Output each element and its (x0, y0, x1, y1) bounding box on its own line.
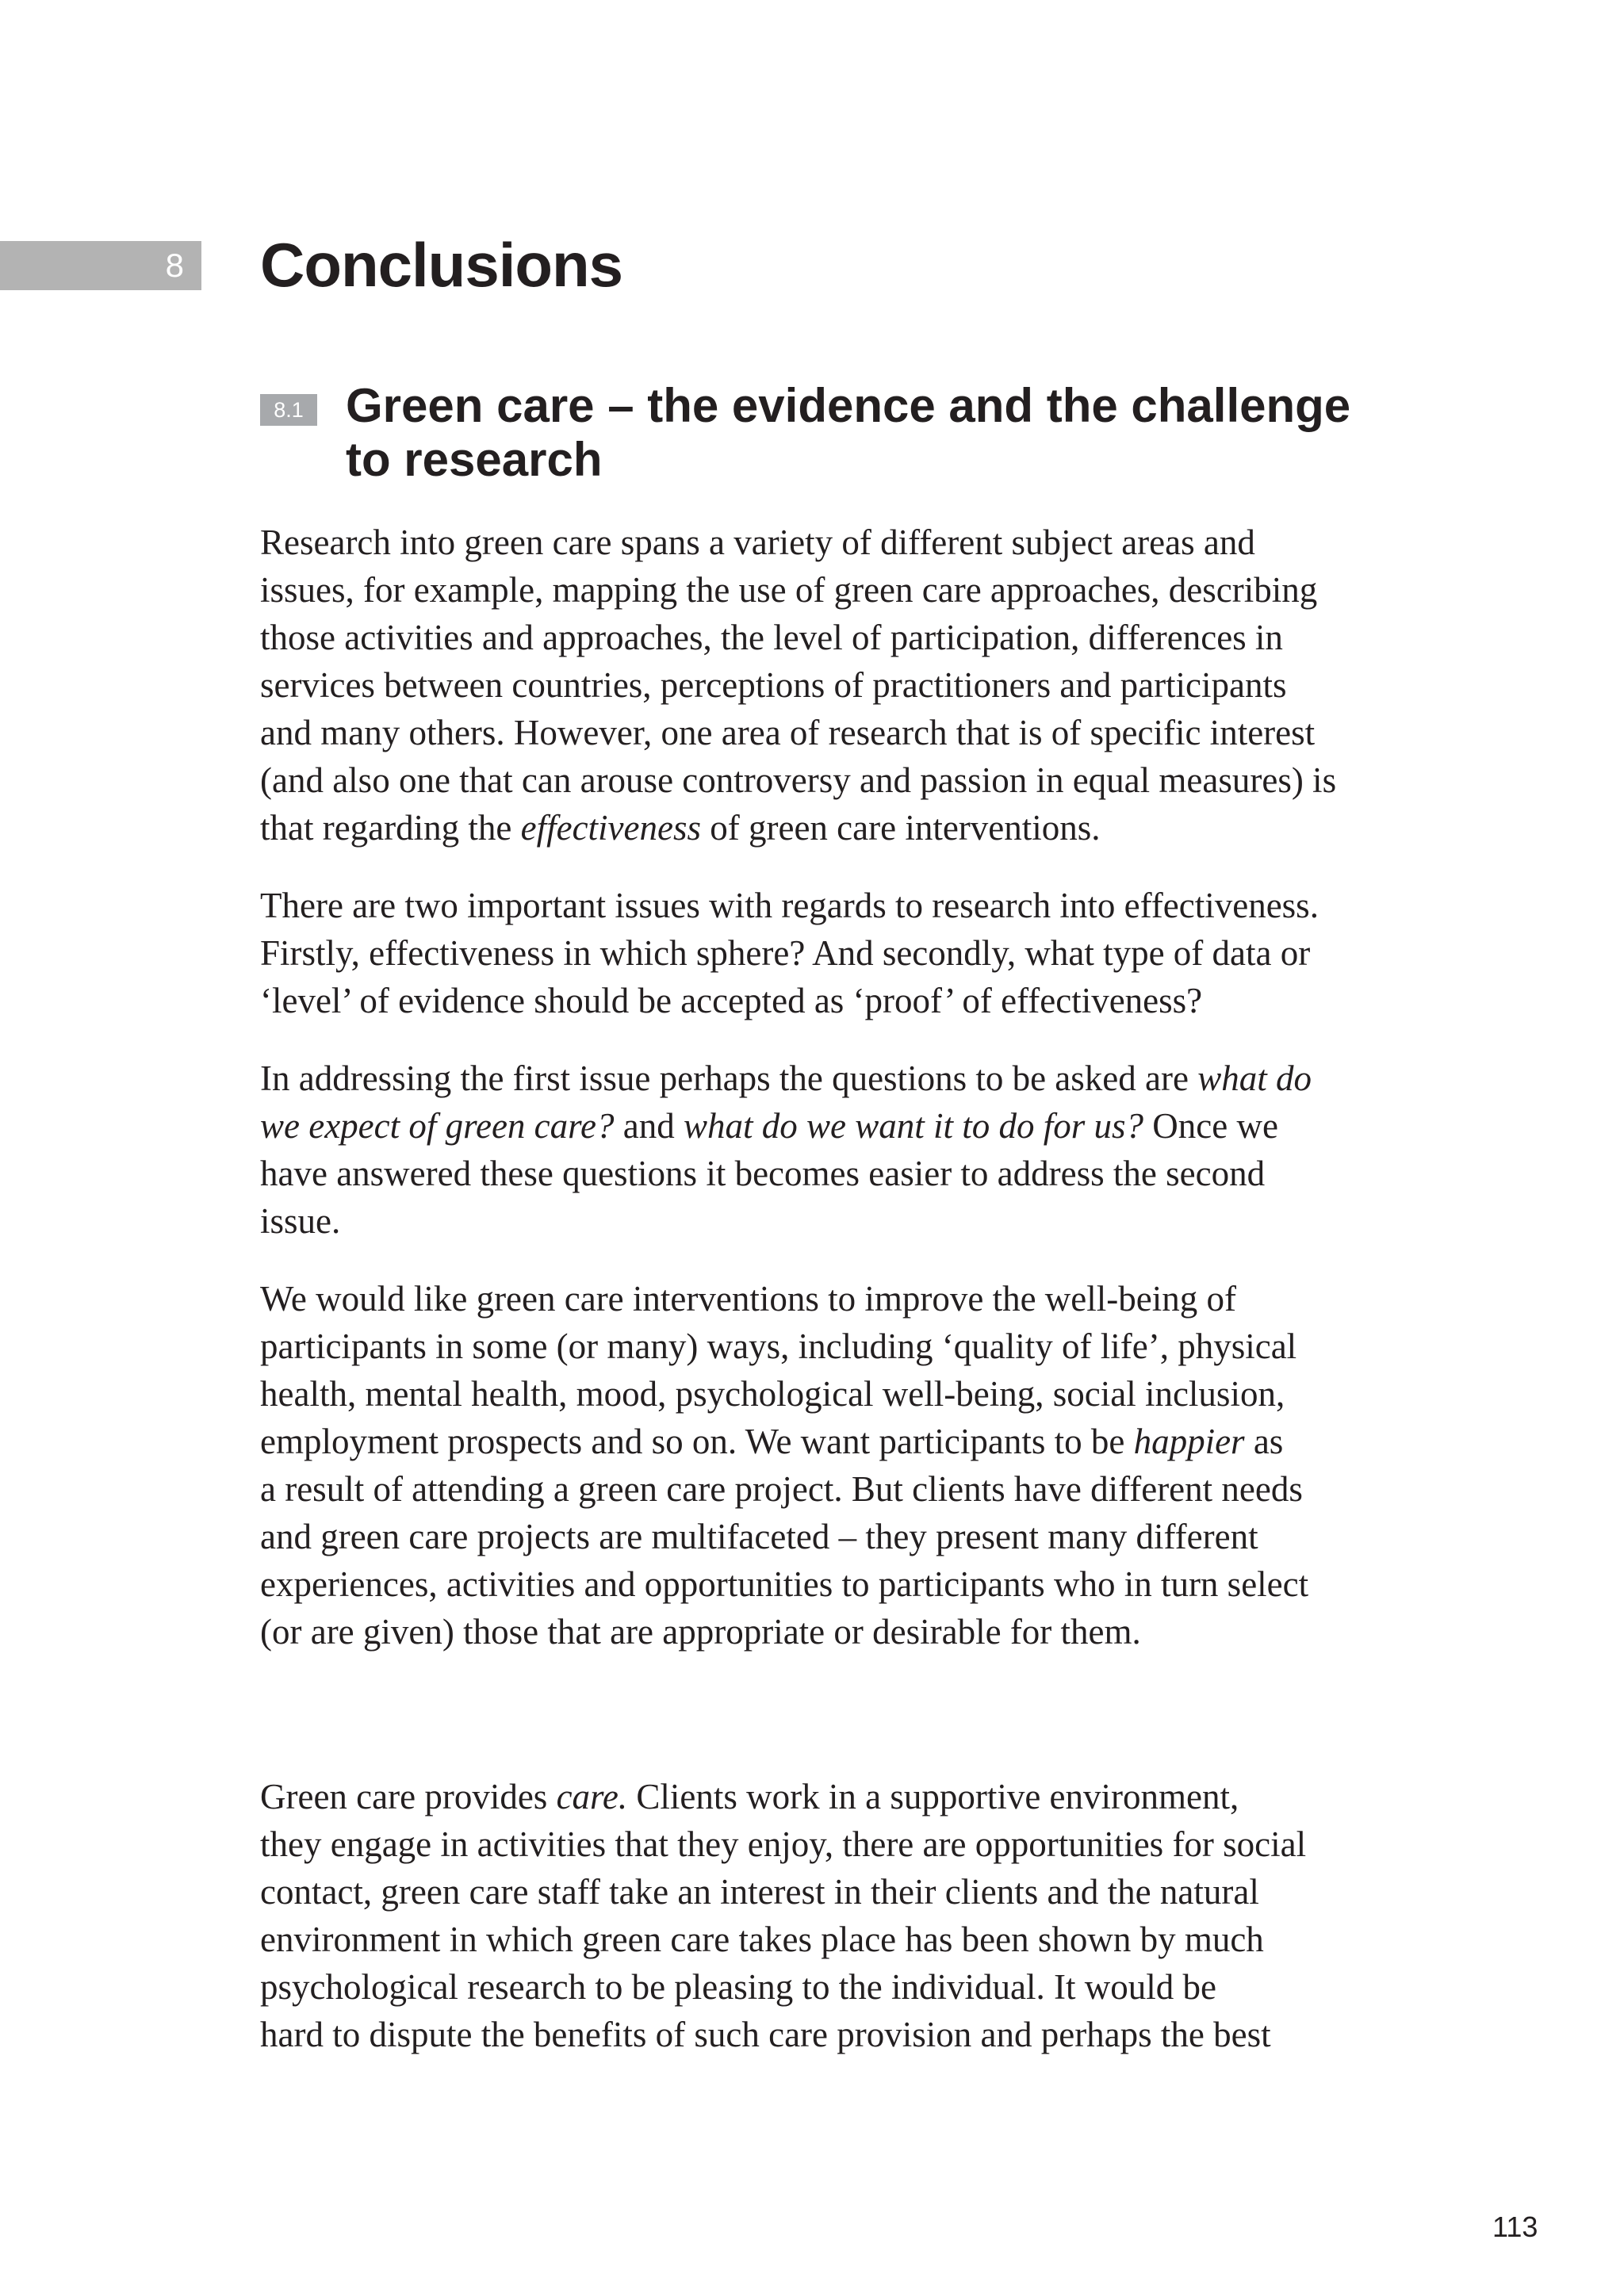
section-title-line: to research (346, 433, 603, 486)
text-run: of green care interventions. (701, 808, 1101, 848)
emphasis-text: happier (1133, 1422, 1245, 1461)
paragraph-first-issue (260, 1055, 1402, 1245)
text-line (260, 1773, 1402, 1820)
text-line: contact, green care staff take an interest in their clients and the natural (260, 1872, 1259, 1912)
text-line: There are two important issues with regards to research into effectiveness. (260, 886, 1319, 925)
section-number-badge: 8.1 (260, 394, 317, 426)
text-line: participants in some (or many) ways, including ‘quality of life’, physical (260, 1326, 1297, 1366)
text-line: psychological research to be pleasing to the individual. It would be (260, 1967, 1216, 2007)
text-run: employment prospects and so on. We want participants to be (260, 1422, 1134, 1461)
text-line: have answered these questions it becomes easier to address the second (260, 1154, 1266, 1193)
text-line: those activities and approaches, the level of participation, differences in (260, 618, 1283, 657)
emphasis-text: what do (1197, 1058, 1312, 1098)
text-line: ‘level’ of evidence should be accepted as ‘proof’ of effectiveness? (260, 981, 1203, 1020)
text-line: and green care projects are multifaceted – they present many different (260, 1517, 1258, 1556)
body-text-upper (260, 519, 1402, 1686)
text-run: that regarding the (260, 808, 521, 848)
text-line (260, 1418, 1402, 1465)
paragraph-research-scope (260, 519, 1402, 852)
text-run: In addressing the first issue perhaps the questions to be asked are (260, 1058, 1198, 1098)
chapter-number: 8 (165, 247, 184, 284)
text-line: health, mental health, mood, psychological well-being, social inclusion, (260, 1374, 1285, 1414)
emphasis-text: care. (556, 1777, 628, 1816)
chapter-title: Conclusions (260, 230, 623, 300)
text-line: (or are given) those that are appropriate or desirable for them. (260, 1612, 1141, 1652)
page-number: 113 (1492, 2211, 1538, 2243)
text-line: issue. (260, 1201, 341, 1241)
text-line: We would like green care interventions to improve the well-being of (260, 1279, 1236, 1319)
body-text-lower (260, 1773, 1402, 2088)
text-run: Once we (1143, 1106, 1278, 1146)
chapter-number-tab (0, 241, 201, 290)
text-run: Clients work in a supportive environment, (627, 1777, 1239, 1816)
text-line: environment in which green care takes place has been shown by much (260, 1920, 1264, 1959)
text-line: experiences, activities and opportunities to participants who in turn select (260, 1564, 1309, 1604)
text-run: as (1244, 1422, 1284, 1461)
section-title-line: Green care – the evidence and the challenge (346, 379, 1351, 432)
text-line: Research into green care spans a variety of different subject areas and (260, 523, 1255, 562)
text-run: Green care provides (260, 1777, 557, 1816)
emphasis-text: what do we want it to do for us? (683, 1106, 1144, 1146)
text-line: issues, for example, mapping the use of green care approaches, describing (260, 570, 1318, 610)
text-line: Firstly, effectiveness in which sphere? And secondly, what type of data or (260, 933, 1311, 973)
text-line (260, 1055, 1402, 1102)
text-line (260, 1102, 1402, 1150)
paragraph-green-care-provides (260, 1773, 1402, 2058)
section-title (346, 379, 1424, 487)
text-line: a result of attending a green care project. But clients have different needs (260, 1469, 1303, 1509)
text-line: services between countries, perceptions of practitioners and participants (260, 665, 1287, 705)
text-line: and many others. However, one area of research that is of specific interest (260, 713, 1316, 752)
text-run: and (614, 1106, 684, 1146)
paragraph-well-being (260, 1275, 1402, 1656)
text-line: (and also one that can arouse controversy and passion in equal measures) is (260, 760, 1337, 800)
emphasis-text: effectiveness (520, 808, 701, 848)
text-line (260, 804, 1402, 852)
paragraph-two-issues (260, 882, 1402, 1024)
text-line: hard to dispute the benefits of such care provision and perhaps the best (260, 2015, 1271, 2054)
emphasis-text: we expect of green care? (260, 1106, 615, 1146)
text-line: they engage in activities that they enjoy, there are opportunities for social (260, 1824, 1307, 1864)
